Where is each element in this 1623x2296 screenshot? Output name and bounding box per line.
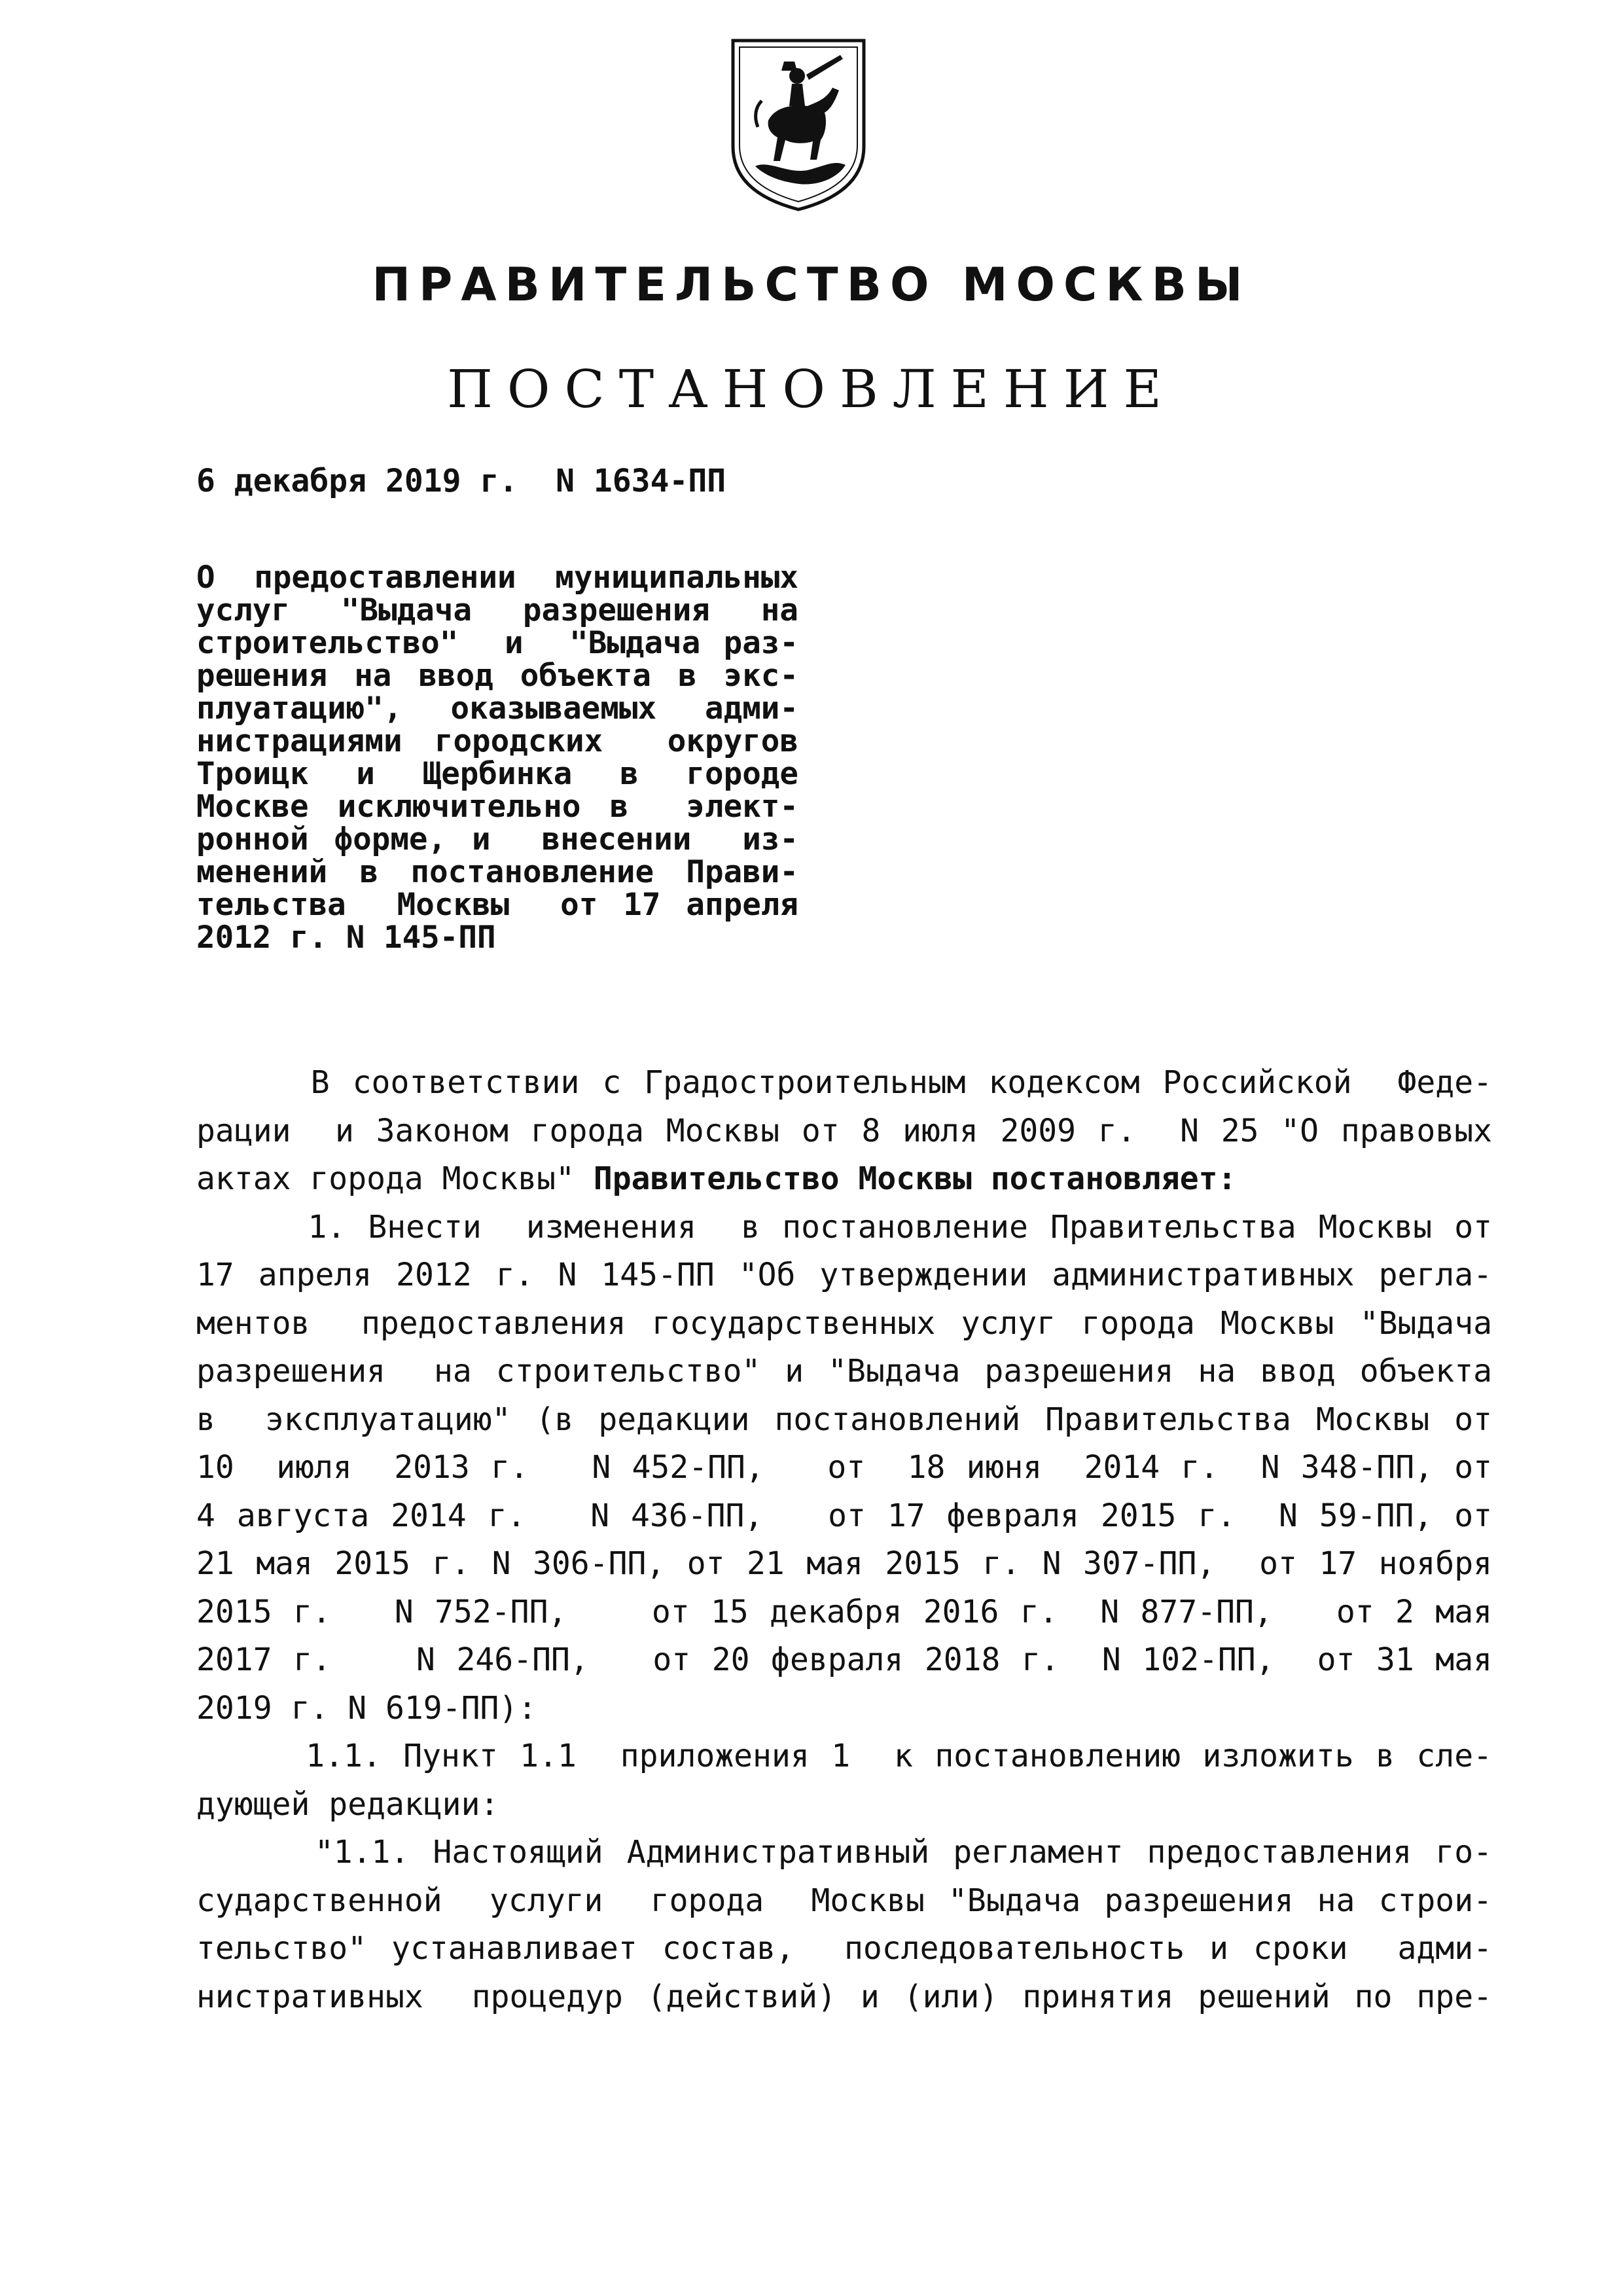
body-line: в эксплуатацию" (в редакции постановлений Правительства Москвы от — [196, 1401, 1492, 1438]
body-line: 2019 г. N 619-ПП): — [196, 1689, 537, 1727]
body-text: актах города Москвы" — [196, 1160, 594, 1197]
subject-line: ронной форме, и внесении из- — [196, 821, 798, 857]
subject-line: тельства Москвы от 17 апреля — [196, 887, 798, 923]
body-line: нистративных процедур (действий) и (или) принятия решений по пре- — [196, 1978, 1492, 2015]
body-line: дующей редакции: — [196, 1785, 499, 1823]
decree-subject — [196, 562, 798, 954]
body-line: 1.1. Пункт 1.1 приложения 1 к постановлению изложить в сле- — [196, 1738, 1492, 1774]
body-line: 2015 г. N 752-ПП, от 15 декабря 2016 г. N 877-ПП, от 2 мая — [196, 1593, 1492, 1630]
resolution-phrase: Правительство Москвы постановляет: — [593, 1160, 1237, 1197]
subject-line: Троицк и Щербинка в городе — [196, 756, 798, 792]
body-line — [196, 1155, 1492, 1204]
subject-line: О предоставлении муниципальных — [196, 560, 798, 596]
subject-line: услуг "Выдача разрешения на — [196, 592, 798, 628]
body-line: "1.1. Настоящий Административный регламент предоставления го- — [196, 1834, 1492, 1871]
subject-line: нистрациями городских округов — [196, 723, 798, 759]
body-line: ментов предоставления государственных услуг города Москвы "Выдача — [196, 1304, 1492, 1342]
body-line: 21 мая 2015 г. N 306-ПП, от 21 мая 2015 г. N 307-ПП, от 17 ноября — [196, 1545, 1492, 1582]
subject-line: строительство" и "Выдача раз- — [196, 625, 798, 661]
body-line: 4 августа 2014 г. N 436-ПП, от 17 февраля 2015 г. N 59-ПП, от — [196, 1497, 1492, 1534]
subject-line: Москве исключительно в элект- — [196, 789, 798, 825]
body-line: В соответствии с Градостроительным кодексом Российской Феде- — [196, 1064, 1492, 1101]
decree-body — [196, 1059, 1492, 2021]
subject-line: решения на ввод объекта в экс- — [196, 658, 798, 694]
document-type-title: ПОСТАНОВЛЕНИЕ — [447, 359, 1176, 420]
body-line: 1. Внести изменения в постановление Правительства Москвы от — [196, 1208, 1492, 1246]
body-line: 10 июля 2013 г. N 452-ПП, от 18 июня 2014 г. N 348-ПП, от — [196, 1449, 1492, 1486]
organization-title: ПРАВИТЕЛЬСТВО МОСКВЫ — [372, 258, 1251, 312]
subject-line: плуатацию", оказываемых адми- — [196, 691, 798, 726]
body-line: рации и Законом города Москвы от 8 июля 2009 г. N 25 "О правовых — [196, 1112, 1492, 1149]
subject-line: менений в постановление Прави- — [196, 854, 798, 890]
moscow-coat-of-arms-icon — [729, 35, 868, 212]
body-line: разрешения на строительство" и "Выдача разрешения на ввод объекта — [196, 1353, 1492, 1390]
decree-date-number: 6 декабря 2019 г. N 1634-ПП — [196, 463, 726, 499]
body-line: тельство" устанавливает состав, последовательность и сроки адми- — [196, 1930, 1492, 1967]
subject-line: 2012 г. N 145-ПП — [196, 920, 496, 956]
body-line: 17 апреля 2012 г. N 145-ПП "Об утверждении административных регла- — [196, 1257, 1492, 1293]
body-line: сударственной услуги города Москвы "Выдача разрешения на строи- — [196, 1882, 1492, 1919]
body-line: 2017 г. N 246-ПП, от 20 февраля 2018 г. N 102-ПП, от 31 мая — [196, 1641, 1492, 1678]
